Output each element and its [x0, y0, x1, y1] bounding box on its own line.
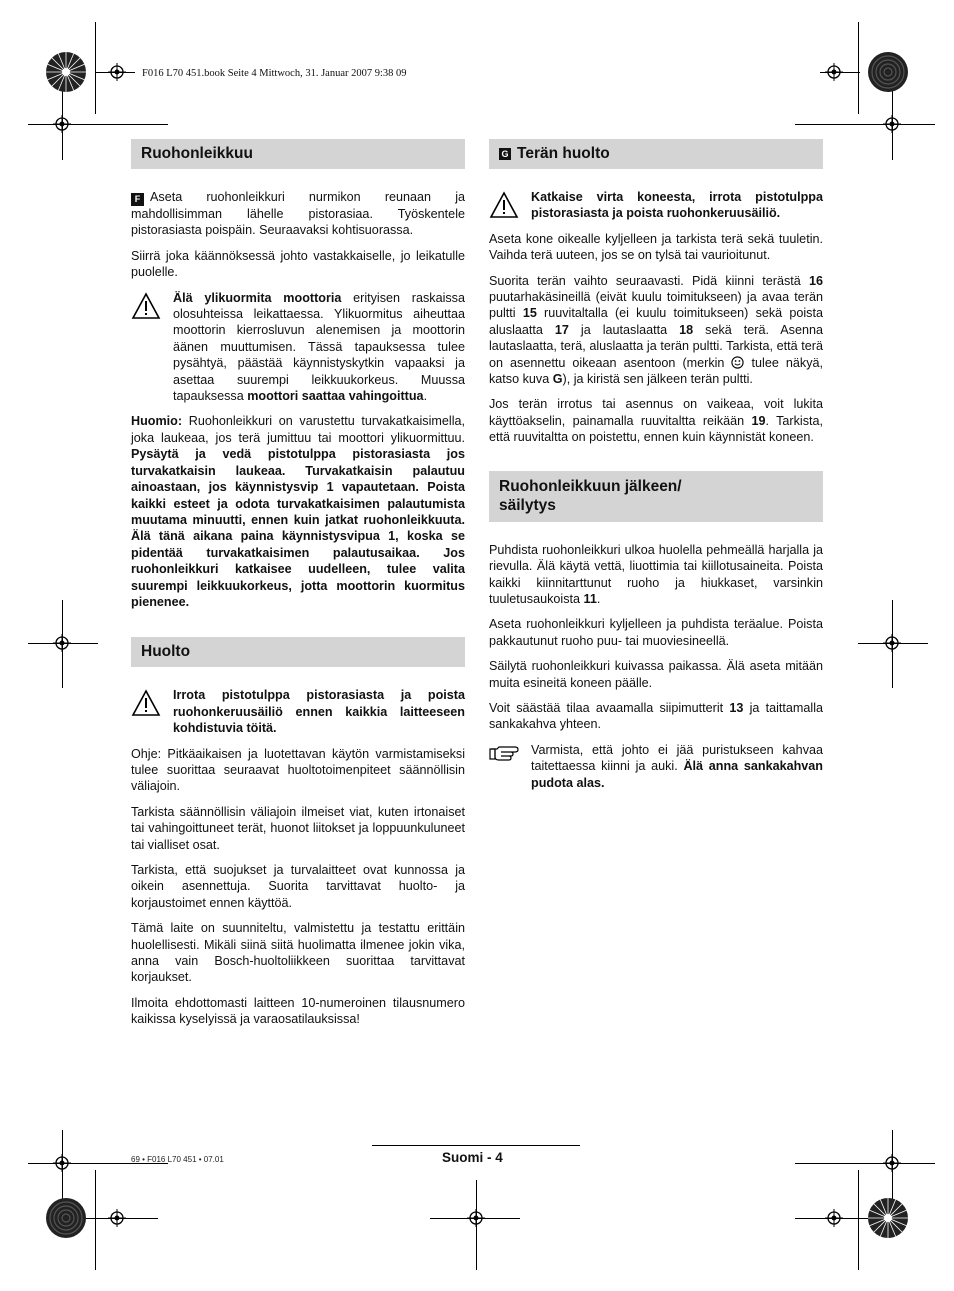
footer-rule — [372, 1145, 580, 1146]
registration-crosshair-icon — [825, 63, 843, 81]
right-column — [489, 139, 823, 800]
file-info-line: F016 L70 451.book Seite 4 Mittwoch, 31. Januar 2007 9:38 09 — [142, 68, 407, 79]
warning-triangle-icon — [131, 292, 161, 320]
registration-crosshair-icon — [53, 634, 71, 652]
note-block: Varmista, että johto ei jää puristukseen kahvaa taitettaessa kiinni ja auki. Älä anna sankakahvan pudota alas. — [489, 742, 823, 791]
trim-line — [858, 22, 859, 114]
paragraph: Ilmoita ehdottomasti laitteen 10-numeroinen tilausnumero kaikissa kyselyissä ja varaosatilauksissa! — [131, 995, 465, 1027]
paragraph: Tarkista säännöllisin väliajoin ilmeiset viat, kuten irtonaiset tai vahingoittuneet terät, huonot liitokset ja loppuunkuluneet tai vialliset osat. — [131, 804, 465, 852]
paragraph: Aseta kone oikealle kyljelleen ja tarkista terä sekä tuuletin. Vaihda terä uuteen, jos se on tylsä tai vaurioitunut. — [489, 231, 823, 263]
paragraph: Tarkista, että suojukset ja turvalaitteet ovat kunnossa ja oikein asennettuja. Suorita tarvittavat huolto- ja korjaustoimet ennen käyttöä. — [131, 863, 465, 910]
footer-code: 69 • F016 L70 451 • 07.01 — [131, 1155, 224, 1164]
pointing-hand-icon — [489, 742, 521, 762]
registration-crosshair-icon — [108, 1209, 126, 1227]
warning-triangle-icon — [131, 689, 161, 717]
paragraph: F Aseta ruohonleikkuri nurmikon reunaan ja mahdollisimman lähelle pistorasiaa. Työskentele pistorasiasta poispäin. Seuraavaksi kohtisuorassa. — [131, 190, 465, 238]
trim-line — [795, 1163, 935, 1164]
figure-label-g: G — [499, 148, 511, 160]
star-rosette-icon — [867, 1197, 909, 1239]
smiley-icon — [731, 356, 744, 369]
paragraph: Puhdista ruohonleikkuri ulkoa huolella pehmeällä harjalla ja rievulla. Älä käytä vettä, liuottimia tai kiillotusaineita. Poista kaikki kiinnitarttunut ruoho ja hiukkaset, varsinkin tuuletusaukoista 11. — [489, 542, 823, 606]
star-rosette-icon — [867, 51, 909, 93]
paragraph: Säilytä ruohonleikkuri kuivassa paikassa. Älä aseta mitään muita esineitä koneen päälle. — [489, 659, 823, 690]
registration-crosshair-icon — [467, 1209, 485, 1227]
section-heading-huolto: Huolto — [131, 637, 465, 667]
registration-crosshair-icon — [825, 1209, 843, 1227]
trim-line — [858, 1170, 859, 1270]
paragraph: Siirrä joka käännöksessä johto vastakkaiselle, jo leikatulle puolelle. — [131, 248, 465, 280]
paragraph: Voit säästää tilaa avaamalla siipimutterit 13 ja taittamalla sankakahva yhteen. — [489, 700, 823, 732]
paragraph: Huomio: Ruohonleikkuri on varustettu turvakatkaisimella, joka laukeaa, jos terä jumittuu tai moottori ylikuormittuu. Pysäytä ja vedä pistotulppa pistorasiasta jos turvakatkaisin laukeaa. Turvakatkaisin palautuu ainoastaan, jos käynnistysvip 1 vapautetaan. Poista kaikki esteet ja odota turvakatkaisimen palautumista muutama minuutti, ennen kuin jatkat ruohonleikkuuta. Älä tänä aikana paina käynnistysvipua 1, koska se pidentää turvakatkaisimen palautusaikaa. Jos ruohonleikkuri katkaisee uudelleen, tulee valita suurempi leikkuukorkeus, jotta moottorin kuormitus pienenee. — [131, 414, 465, 609]
warning-block: Katkaise virta koneesta, irrota pistotulppa pistorasiasta ja poista ruohonkeruusäiliö. — [489, 189, 823, 222]
section-heading-ruohonleikkuu: Ruohonleikkuu — [131, 139, 465, 169]
registration-crosshair-icon — [883, 634, 901, 652]
paragraph: Tämä laite on suunniteltu, valmistettu ja testattu erittäin huolellisesti. Mikäli siinä siitä huolimatta ilmenee jokin vika, anna vain Bosch-huoltoliikkeen suorittaa tarvittavat korjaukset. — [131, 921, 465, 985]
paragraph: Ohje: Pitkäaikaisen ja luotettavan käytön varmistamiseksi tulee suorittaa seuraavat huoltotoimenpiteet säännöllisin väliajoin. — [131, 746, 465, 794]
warning-block: Älä ylikuormita moottoria erityisen raskaissa olosuhteissa leikattaessa. Ylikuormitus aiheuttaa moottorin kierrosluvun alenemisen ja moottorin äänen muuttumisen. Tässä tapauksessa tulee pysähtyä, päästää käynnistyskytkin vapaaksi ja asettaa suurempi leikkuukorkeus. Muussa tapauksessa moottori saattaa vahingoittua. — [131, 290, 465, 405]
section-heading-jalkeen-sailytys: Ruohonleikkuun jälkeen/ säilytys — [489, 471, 823, 522]
trim-line — [28, 124, 168, 125]
paragraph: Suorita terän vaihto seuraavasti. Pidä kiinni terästä 16 puutarhakäsineillä (eivät kuulu toimitukseen) ja avaa terän pultti 15 ruuvitaltalla (ei kuulu toimitukseen) sekä poista aluslaatta 17 ja lautaslaatta 18 sekä terä. Asenna lautaslaatta, terä, aluslaatta ja terän pultti. Tarkista, että terä on asennettu oikeaan asentoon (merkin tulee näkyä, katso kuva G), ja kiristä sen jälkeen terän pultti. — [489, 273, 823, 387]
star-rosette-icon — [45, 51, 87, 93]
star-rosette-icon — [45, 1197, 87, 1239]
paragraph: Jos terän irrotus tai asennus on vaikeaa, voit lukita käyttöakselin, painamalla ruuvitaltta reikään 19. Tarkista, että ruuvitaltta on poistettu, ennen kuin käynnistät koneen. — [489, 397, 823, 445]
warning-triangle-icon — [489, 191, 519, 219]
registration-crosshair-icon — [53, 1154, 71, 1172]
figure-label-f: F — [131, 193, 144, 206]
paragraph: Aseta ruohonleikkuri kyljelleen ja puhdista teräalue. Poista pakkautunut ruoho puu- tai muoviesineellä. — [489, 617, 823, 648]
registration-crosshair-icon — [883, 1154, 901, 1172]
registration-crosshair-icon — [108, 63, 126, 81]
registration-crosshair-icon — [883, 115, 901, 133]
trim-line — [795, 124, 935, 125]
section-heading-teran-huolto: G Terän huolto — [489, 139, 823, 169]
trim-line — [95, 1170, 96, 1270]
warning-block: Irrota pistotulppa pistorasiasta ja poista ruohonkeruusäiliö ennen kaikkia laitteeseen kohdistuvia töitä. — [131, 687, 465, 736]
left-column — [131, 139, 465, 1037]
page-number: Suomi - 4 — [442, 1150, 503, 1165]
registration-crosshair-icon — [53, 115, 71, 133]
trim-line — [95, 22, 96, 114]
